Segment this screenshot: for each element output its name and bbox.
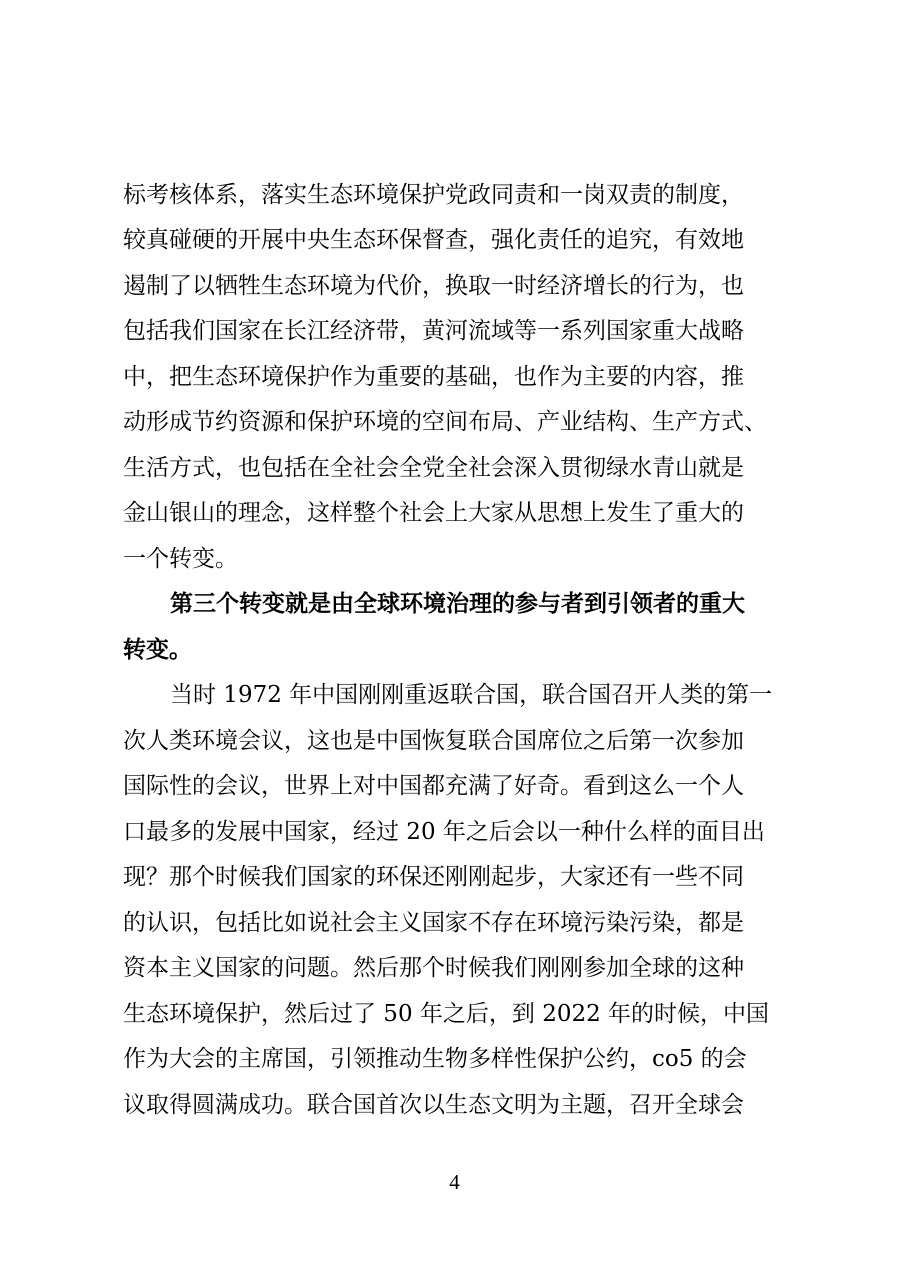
- body-line: 中，把生态环境保护作为重要的基础，也作为主要的内容，推: [123, 364, 744, 390]
- body-line: 较真碰硬的开展中央生态环保督查，强化责任的追究，有效地: [123, 227, 744, 253]
- body-line: 国际性的会议，世界上对中国都充满了好奇。看到这么一个人: [123, 773, 744, 799]
- body-line: 生态环境保护，然后过了 50 年之后，到 2022 年的时候，中国: [123, 1001, 770, 1027]
- body-line: 次人类环境会议，这也是中国恢复联合国席位之后第一次参加: [123, 728, 744, 754]
- body-line: 现？那个时候我们国家的环保还刚刚起步，大家还有一些不同: [123, 864, 744, 890]
- body-line: 资本主义国家的问题。然后那个时候我们刚刚参加全球的这种: [123, 955, 744, 981]
- body-line: 一个转变。: [123, 546, 238, 572]
- body-line: 口最多的发展中国家，经过 20 年之后会以一种什么样的面目出: [123, 819, 765, 845]
- body-line: 遏制了以牺牲生态环境为代价，换取一时经济增长的行为，也: [123, 273, 744, 299]
- section-heading-line: 第三个转变就是由全球环境治理的参与者到引领者的重大: [170, 590, 745, 617]
- section-heading-line: 转变。: [123, 636, 192, 663]
- page-number: 4: [449, 1170, 460, 1194]
- body-line: 的认识，包括比如说社会主义国家不存在环境污染污染，都是: [123, 910, 744, 936]
- body-line: 当时 1972 年中国刚刚重返联合国，联合国召开人类的第一: [170, 682, 773, 708]
- body-line: 标考核体系，落实生态环境保护党政同责和一岗双责的制度，: [123, 182, 744, 208]
- body-line: 生活方式，也包括在全社会全党全社会深入贯彻绿水青山就是: [123, 455, 744, 481]
- body-line: 动形成节约资源和保护环境的空间布局、产业结构、生产方式、: [123, 409, 767, 435]
- body-line: 作为大会的主席国，引领推动生物多样性保护公约，co5 的会: [123, 1046, 747, 1072]
- body-line: 议取得圆满成功。联合国首次以生态文明为主题，召开全球会: [123, 1092, 744, 1118]
- body-line: 金山银山的理念，这样整个社会上大家从思想上发生了重大的: [123, 500, 744, 526]
- body-line: 包括我们国家在长江经济带，黄河流域等一系列国家重大战略: [123, 318, 744, 344]
